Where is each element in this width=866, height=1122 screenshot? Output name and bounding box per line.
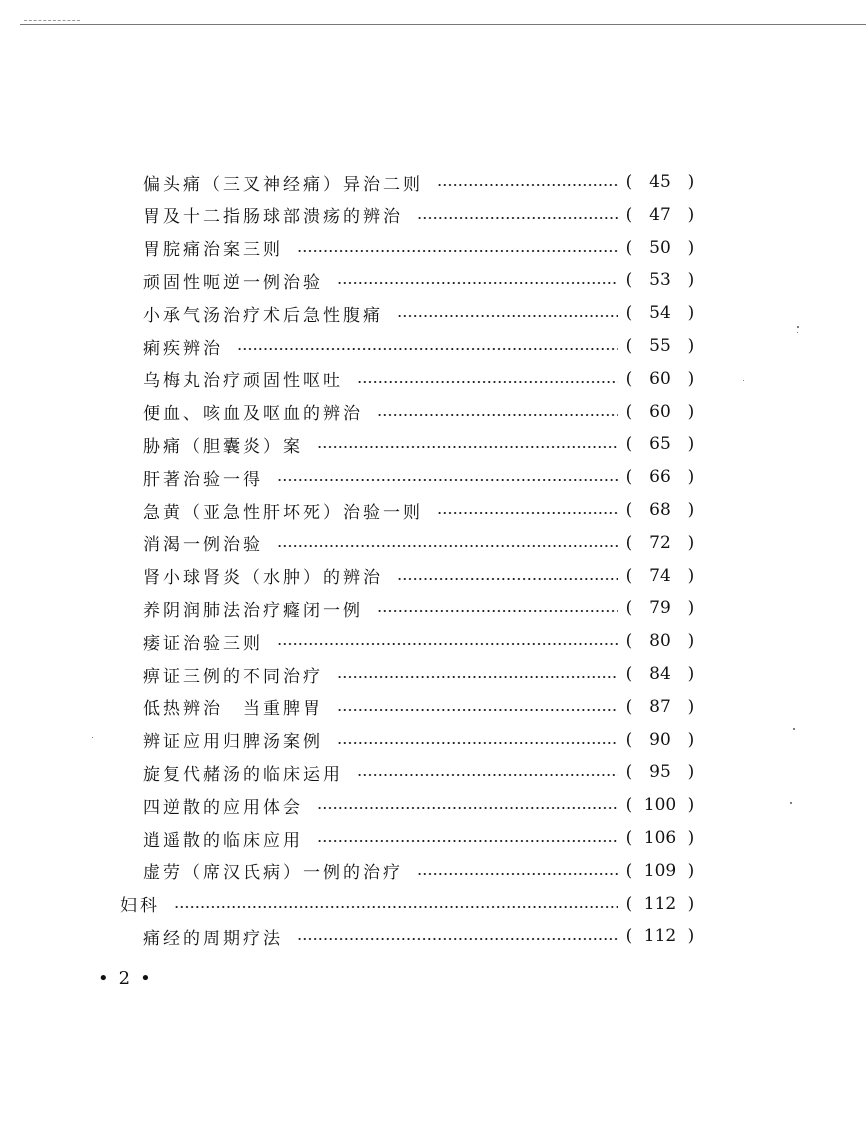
paren-close: ) — [687, 696, 695, 717]
toc-entry — [143, 461, 696, 493]
scan-speck — [92, 737, 93, 738]
toc-entry-title: 低热辨治 当重脾胃 — [143, 699, 323, 720]
paren-open: ( — [625, 303, 633, 324]
paren-close: ) — [687, 401, 695, 422]
toc-entry-title: 胃脘痛治案三则 — [143, 240, 283, 261]
scan-speck — [790, 802, 792, 804]
toc-dot-leader — [317, 807, 618, 809]
toc-dot-leader — [417, 217, 618, 219]
toc-entry — [143, 494, 696, 526]
toc-page-number: 68 — [649, 500, 671, 520]
toc-entry-title: 痢疾辨治 — [143, 338, 223, 359]
toc-page-number: 112 — [643, 893, 677, 914]
toc-entry-page — [624, 402, 696, 422]
toc-entry-title: 妇科 — [120, 896, 160, 917]
page-folio — [98, 968, 161, 989]
toc-dot-leader — [437, 512, 618, 514]
toc-entry — [143, 691, 696, 723]
paren-open: ( — [625, 795, 633, 816]
toc-dot-leader — [397, 315, 618, 317]
toc-page-number: 79 — [649, 598, 671, 619]
paren-open: ( — [625, 434, 633, 455]
toc-entry — [143, 166, 696, 198]
toc-entry-title: 养阴润肺法治疗癃闭一例 — [143, 600, 363, 621]
paren-close: ) — [687, 664, 695, 684]
toc-entry-page — [624, 467, 696, 487]
paren-close: ) — [687, 532, 695, 553]
toc-entry-title: 顽固性呃逆一例治验 — [143, 272, 323, 293]
toc-dot-leader — [337, 709, 618, 711]
toc-entry-page — [624, 795, 696, 815]
toc-dot-leader — [357, 774, 618, 776]
toc-dot-leader — [317, 840, 618, 842]
toc-page-number: 74 — [649, 565, 671, 586]
toc-page-number: 72 — [649, 532, 671, 553]
paren-close: ) — [687, 860, 695, 881]
paren-close: ) — [687, 893, 695, 914]
paren-open: ( — [625, 729, 633, 750]
paren-close: ) — [687, 926, 695, 947]
paren-close: ) — [687, 598, 695, 619]
toc-page-number: 66 — [649, 467, 671, 488]
paren-close: ) — [687, 172, 695, 192]
toc-page-number: 60 — [649, 368, 671, 389]
toc-entry-page — [624, 861, 696, 881]
toc-entry-page — [624, 566, 696, 586]
scan-speck — [797, 326, 799, 328]
toc-entry-page — [624, 730, 696, 750]
toc-entry-title: 辨证应用归脾汤案例 — [143, 732, 323, 753]
toc-entry-page — [624, 369, 696, 389]
paren-close: ) — [687, 204, 695, 225]
toc-dot-leader — [417, 873, 618, 875]
toc-dot-leader — [377, 414, 618, 416]
toc-entry-title: 偏头痛（三叉神经痛）异治二则 — [143, 174, 423, 195]
toc-page-number: 55 — [649, 336, 671, 356]
toc-entry — [143, 724, 696, 756]
folio-number: 2 — [118, 968, 141, 989]
toc-entry-page — [624, 762, 696, 782]
toc-page-number: 80 — [649, 631, 671, 652]
scan-speck — [743, 380, 744, 381]
toc-entry-page — [624, 172, 696, 192]
toc-entry-title: 旋复代赭汤的临床运用 — [143, 764, 343, 785]
toc-entry-page — [624, 434, 696, 454]
toc-page-number: 100 — [643, 795, 677, 816]
toc-entry-page — [624, 303, 696, 323]
toc-entry-title: 肝著治验一得 — [143, 469, 263, 490]
toc-entry — [143, 199, 696, 231]
toc-dot-leader — [337, 742, 618, 744]
toc-entry-title: 胁痛（胆囊炎）案 — [143, 436, 303, 457]
paren-open: ( — [625, 828, 633, 848]
toc-page-number: 47 — [649, 204, 671, 225]
toc-entry — [143, 396, 696, 428]
toc-page-number: 112 — [643, 926, 677, 947]
toc-page-number: 54 — [649, 303, 671, 324]
paren-close: ) — [687, 631, 695, 652]
toc-entry-page — [624, 270, 696, 290]
paren-close: ) — [687, 565, 695, 586]
paren-open: ( — [625, 204, 633, 225]
paren-open: ( — [625, 500, 633, 520]
folio-dot-right: • — [140, 968, 161, 989]
paren-open: ( — [625, 664, 633, 684]
toc-entry — [143, 560, 696, 592]
toc-entry — [143, 363, 696, 395]
toc-entry-title: 痛经的周期疗法 — [143, 928, 283, 949]
paren-close: ) — [687, 434, 695, 455]
toc-entry-title: 肾小球肾炎（水肿）的辨治 — [143, 568, 383, 589]
scan-speck — [793, 728, 795, 730]
toc-entry-title: 小承气汤治疗术后急性腹痛 — [143, 305, 383, 326]
toc-entry-title: 虚劳（席汉氏病）一例的治疗 — [143, 863, 403, 884]
toc-dot-leader — [277, 479, 618, 481]
paren-close: ) — [687, 467, 695, 488]
toc-page-number: 60 — [649, 401, 671, 422]
paren-open: ( — [625, 631, 633, 652]
paren-open: ( — [625, 237, 633, 258]
toc-entry — [143, 232, 696, 264]
paren-close: ) — [687, 303, 695, 324]
paren-open: ( — [625, 401, 633, 422]
paren-close: ) — [687, 336, 695, 356]
toc-dot-leader — [397, 578, 618, 580]
paren-open: ( — [625, 270, 633, 291]
toc-entry-title: 消渴一例治验 — [143, 535, 263, 556]
paren-open: ( — [625, 532, 633, 553]
toc-entry-page — [624, 336, 696, 356]
paren-open: ( — [625, 926, 633, 947]
toc-dot-leader — [277, 545, 618, 547]
toc-entry-page — [624, 894, 696, 914]
toc-dot-leader — [357, 381, 618, 383]
toc-page-number: 95 — [649, 762, 671, 783]
paren-close: ) — [687, 237, 695, 258]
toc-entry-page — [624, 500, 696, 520]
paren-open: ( — [625, 893, 633, 914]
toc-entry — [120, 888, 696, 920]
header-rule — [20, 24, 866, 25]
toc-entry-title: 乌梅丸治疗顽固性呕吐 — [143, 371, 343, 392]
toc-entry — [143, 920, 696, 952]
toc-page-number: 65 — [649, 434, 671, 455]
paren-open: ( — [625, 565, 633, 586]
toc-entry-title: 便血、咳血及呕血的辨治 — [143, 404, 363, 425]
toc-dot-leader — [437, 184, 618, 186]
paren-open: ( — [625, 762, 633, 783]
toc-entry — [143, 822, 696, 854]
toc-page-number: 53 — [649, 270, 671, 291]
toc-entry — [143, 592, 696, 624]
toc-entry-title: 急黄（亚急性肝坏死）治验一则 — [143, 502, 423, 523]
toc-entry-title: 逍遥散的临床应用 — [143, 830, 303, 851]
paren-open: ( — [625, 696, 633, 717]
toc-entry-page — [624, 828, 696, 848]
toc-entry-title: 痿证治验三则 — [143, 633, 263, 654]
toc-entry — [143, 428, 696, 460]
toc-page-number: 50 — [649, 237, 671, 258]
toc-entry — [143, 855, 696, 887]
toc-entry-page — [624, 205, 696, 225]
toc-dot-leader — [297, 250, 618, 252]
paren-close: ) — [687, 762, 695, 783]
toc-entry-page — [624, 238, 696, 258]
header-dash — [24, 20, 80, 21]
toc-entry-page — [624, 533, 696, 553]
paren-open: ( — [625, 172, 633, 192]
toc-entry-title: 胃及十二指肠球部溃疡的辨治 — [143, 207, 403, 228]
paren-close: ) — [687, 795, 695, 816]
toc-page-number: 106 — [643, 828, 677, 848]
toc-entry-page — [624, 598, 696, 618]
toc-entry-page — [624, 697, 696, 717]
toc-dot-leader — [337, 282, 618, 284]
toc-entry — [143, 658, 696, 690]
toc-entry — [143, 756, 696, 788]
toc-entry — [143, 527, 696, 559]
toc-entry — [143, 297, 696, 329]
toc-page-number: 90 — [649, 729, 671, 750]
paren-close: ) — [687, 270, 695, 291]
toc-entry — [143, 789, 696, 821]
toc-entry-page — [624, 926, 696, 946]
paren-open: ( — [625, 860, 633, 881]
toc-entry — [143, 264, 696, 296]
toc-page-number: 45 — [649, 172, 671, 192]
paren-close: ) — [687, 368, 695, 389]
toc-dot-leader — [377, 610, 618, 612]
toc-dot-leader — [317, 446, 618, 448]
paren-open: ( — [625, 368, 633, 389]
toc-entry-title: 痹证三例的不同治疗 — [143, 666, 323, 687]
toc-entry — [143, 330, 696, 362]
toc-page-number: 84 — [649, 664, 671, 684]
toc-entry-page — [624, 631, 696, 651]
toc-dot-leader — [277, 643, 618, 645]
scan-speck — [797, 332, 798, 333]
paren-open: ( — [625, 598, 633, 619]
toc-dot-leader — [237, 348, 618, 350]
folio-dot-left: • — [98, 968, 119, 989]
paren-open: ( — [625, 336, 633, 356]
toc-dot-leader — [174, 906, 618, 908]
toc-page-number: 87 — [649, 696, 671, 717]
toc-entry-title: 四逆散的应用体会 — [143, 797, 303, 818]
toc-entry — [143, 625, 696, 657]
toc-page-number: 109 — [643, 860, 677, 881]
paren-open: ( — [625, 467, 633, 488]
toc-dot-leader — [337, 676, 618, 678]
paren-close: ) — [687, 500, 695, 520]
toc-dot-leader — [297, 938, 618, 940]
paren-close: ) — [687, 729, 695, 750]
paren-close: ) — [687, 828, 695, 848]
toc-entry-page — [624, 664, 696, 684]
